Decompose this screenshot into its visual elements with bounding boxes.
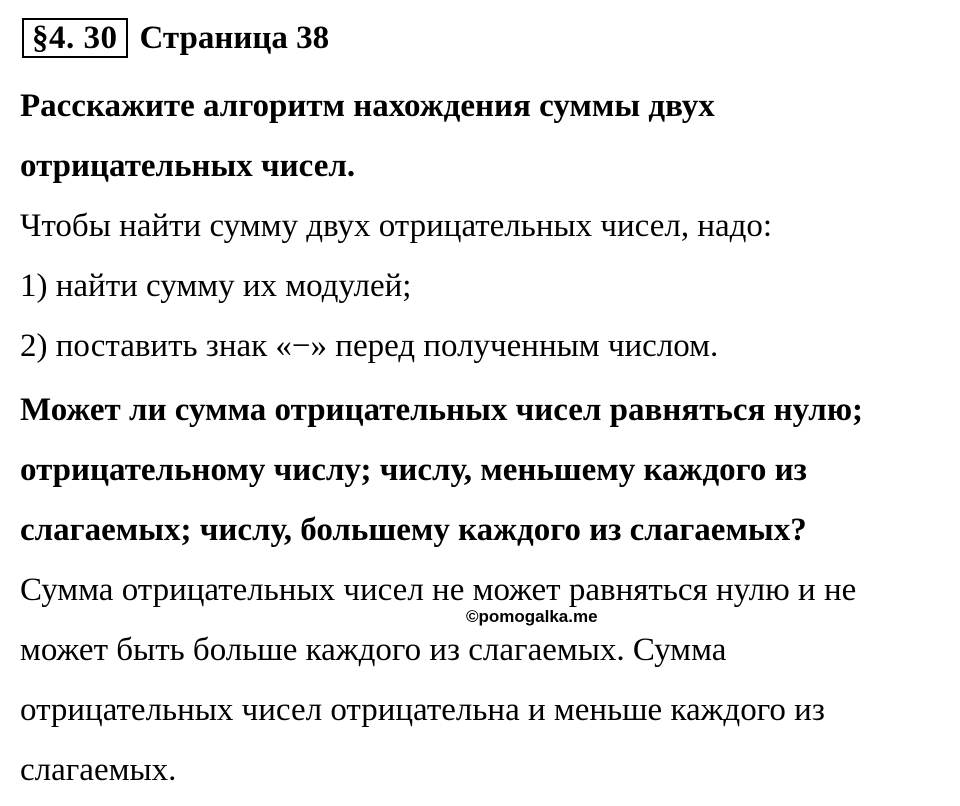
answer-2-line-2: может быть больше каждого из слагаемых. Сумма (20, 632, 727, 668)
section-number-box: §4. 30 (22, 18, 128, 58)
page-header (22, 16, 329, 60)
answer-2-line-4: слагаемых. (20, 752, 177, 788)
watermark-text: ©pomogalka.me (466, 607, 598, 626)
answer-1-line-2: 1) найти сумму их модулей; (20, 268, 412, 304)
page-number: Страница 38 (139, 19, 330, 56)
question-2-line-1: Может ли сумма отрицательных чисел равняться нулю; (20, 392, 864, 428)
question-1-line-2: отрицательных чисел. (20, 148, 356, 184)
question-1-line-1: Расскажите алгоритм нахождения суммы двух (20, 88, 715, 124)
answer-1-line-1: Чтобы найти сумму двух отрицательных чисел, надо: (20, 208, 773, 244)
answer-2-line-3: отрицательных чисел отрицательна и меньше каждого из (20, 692, 825, 728)
answer-2-line-1: Сумма отрицательных чисел не может равняться нулю и не (20, 572, 857, 608)
question-2-line-3: слагаемых; числу, большему каждого из слагаемых? (20, 512, 807, 548)
question-2-line-2: отрицательному числу; числу, меньшему каждого из (20, 452, 807, 488)
answer-1-line-3: 2) поставить знак «−» перед полученным числом. (20, 328, 719, 364)
